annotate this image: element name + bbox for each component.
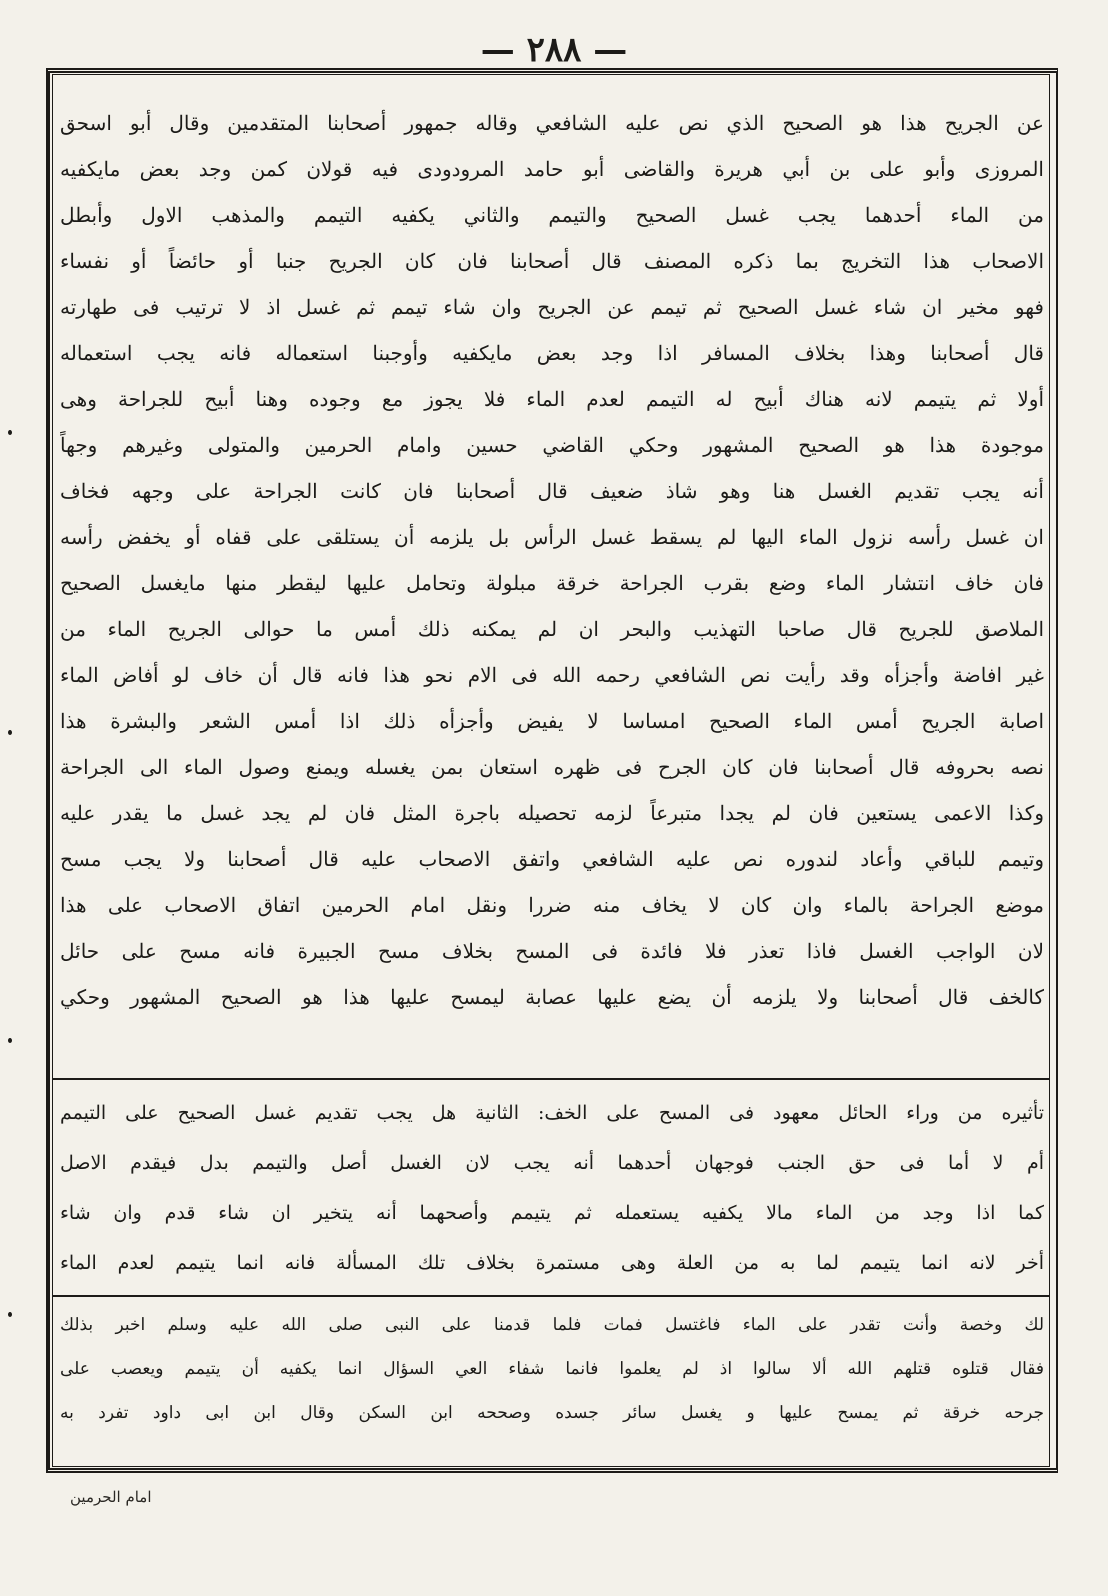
- scan-speck: [8, 1312, 12, 1317]
- main-text-line: فهو مخير ان شاء غسل الصحيح ثم تيمم عن الجريح وان شاء تيمم ثم غسل اذ لا ترتيب فى طهارته: [60, 295, 1044, 319]
- section-divider: [52, 1078, 1050, 1080]
- main-text-line: نصه بحروفه قال أصحابنا فان كان الجرح فى ظهره استعان بمن يغسله ويمنع وصول الماء الى الجراحة: [60, 755, 1044, 779]
- main-text-line: موضع الجراحة بالماء وان كان لا يخاف منه ضررا ونقل امام الحرمين اتفاق الاصحاب على هذا: [60, 893, 1044, 917]
- main-text-line: كالخف قال أصحابنا ولا يلزمه أن يضع عليها عصابة ليمسح عليها هذا هو الصحيح المشهور وحكي: [60, 985, 1044, 1009]
- main-text-line: أولا ثم يتيمم لانه هناك أبيح له التيمم لعدم الماء فلا يجوز مع وجوده وهنا أبيح للجراحة وهى: [60, 387, 1044, 411]
- main-text-line: الاصحاب هذا التخريج بما ذكره المصنف قال أصحابنا فان كان الجريح جنبا أو حائضاً أو نفساء: [60, 249, 1044, 273]
- main-text-line: الملاصق للجريح قال صاحبا التهذيب والبحر ان لم يمكنه ذلك أمس ما حوالى الجريح الماء من: [60, 617, 1044, 641]
- catchword: امام الحرمين: [70, 1488, 152, 1506]
- commentary-line: أخر لانه انما يتيمم لما به من العلة وهى مستمرة بخلاف تلك المسألة فانه انما يتيمم لعدم الماء: [60, 1252, 1044, 1274]
- main-text-line: من الماء أحدهما يجب غسل الصحيح والتيمم والثاني يكفيه التيمم والمذهب الاول وأبطل: [60, 203, 1044, 227]
- main-text-line: أنه يجب تقديم الغسل هنا وهو شاذ ضعيف قال أصحابنا فان كانت الجراحة على وجهه فخاف: [60, 479, 1044, 503]
- hadith-notes-line: فقال قتلوه قتلهم الله ألا سالوا اذ لم يعلموا فانما شفاء العي السؤال انما يكفيه أن يتيمم ويعصب على: [60, 1359, 1044, 1379]
- scan-speck: [8, 730, 12, 735]
- main-text-line: المروزى وأبو على بن أبي هريرة والقاضى أبو حامد المرودودى فيه قولان كمن وجد بعض مايكفيه: [60, 157, 1044, 181]
- main-text-line: وكذا الاعمى يستعين فان لم يجدا متبرعاً لزمه تحصيله باجرة المثل فان لم يجد غسل ما يقدر عليه: [60, 801, 1044, 825]
- hadith-notes-line: جرحه خرقة ثم يمسح عليها و يغسل سائر جسده وصححه ابن السكن وقال ابن ابى داود تفرد به: [60, 1403, 1044, 1423]
- hadith-notes-line: لك وخصة وأنت تقدر على الماء فاغتسل فمات فلما قدمنا على النبى صلى الله عليه وسلم اخبر بذلك: [60, 1315, 1044, 1335]
- commentary-line: تأثيره من وراء الحائل معهود فى المسح على الخف: الثانية هل يجب تقديم غسل الصحيح على التيمم: [60, 1102, 1044, 1124]
- main-text-line: ان غسل رأسه نزول الماء اليها لم يسقط غسل الرأس بل يلزمه أن يستلقى على قفاه أو يخفض رأسه: [60, 525, 1044, 549]
- main-text-line: قال أصحابنا وهذا بخلاف المسافر اذا وجد بعض مايكفيه وأوجبنا استعماله فانه يجب استعماله: [60, 341, 1044, 365]
- main-text-line: عن الجريح هذا هو الصحيح الذي نص عليه الشافعي وقاله جمهور أصحابنا المتقدمين وقال أبو اسحق: [60, 111, 1044, 135]
- main-text-line: اصابة الجريح أمس الماء الصحيح امساسا لا يفيض وأجزأه ذلك اذا أمس الشعر والبشرة هذا: [60, 709, 1044, 733]
- main-text-line: غير افاضة وأجزأه وقد رأيت نص الشافعي رحمه الله فى الام نحو هذا فانه قال أن خاف لو أفاض الماء: [60, 663, 1044, 687]
- page-number: — ٢٨٨ —: [480, 30, 628, 70]
- main-text-line: موجودة هذا هو الصحيح المشهور وحكي القاضي حسين وامام الحرمين والمتولى وغيرهم وجهاً: [60, 433, 1044, 457]
- scan-speck: [8, 1038, 12, 1043]
- main-text-block: [60, 100, 1044, 1020]
- commentary-line: أم لا أما فى حق الجنب فوجهان أحدهما أنه يجب لان الغسل أصل والتيمم بدل فيقدم الاصل: [60, 1152, 1044, 1174]
- main-text-line: فان خاف انتشار الماء وضع بقرب الجراحة خرقة مبلولة وتحامل عليها ليقطر منها مايغسل الصحيح: [60, 571, 1044, 595]
- commentary-block: [60, 1088, 1044, 1288]
- main-text-line: لان الواجب الغسل فاذا تعذر فلا فائدة فى المسح بخلاف مسح الجبيرة فانه مسح على حائل: [60, 939, 1044, 963]
- commentary-line: كما اذا وجد من الماء مالا يكفيه يستعمله ثم يتيمم وأصحهما أنه يتخير ان شاء قدم وان شاء: [60, 1202, 1044, 1224]
- main-text-line: وتيمم للباقي وأعاد لندوره نص عليه الشافعي واتفق الاصحاب عليه قال أصحابنا ولا يجب مسح: [60, 847, 1044, 871]
- hadith-notes-block: [60, 1303, 1044, 1435]
- scan-speck: [8, 430, 12, 435]
- section-divider: [52, 1295, 1050, 1297]
